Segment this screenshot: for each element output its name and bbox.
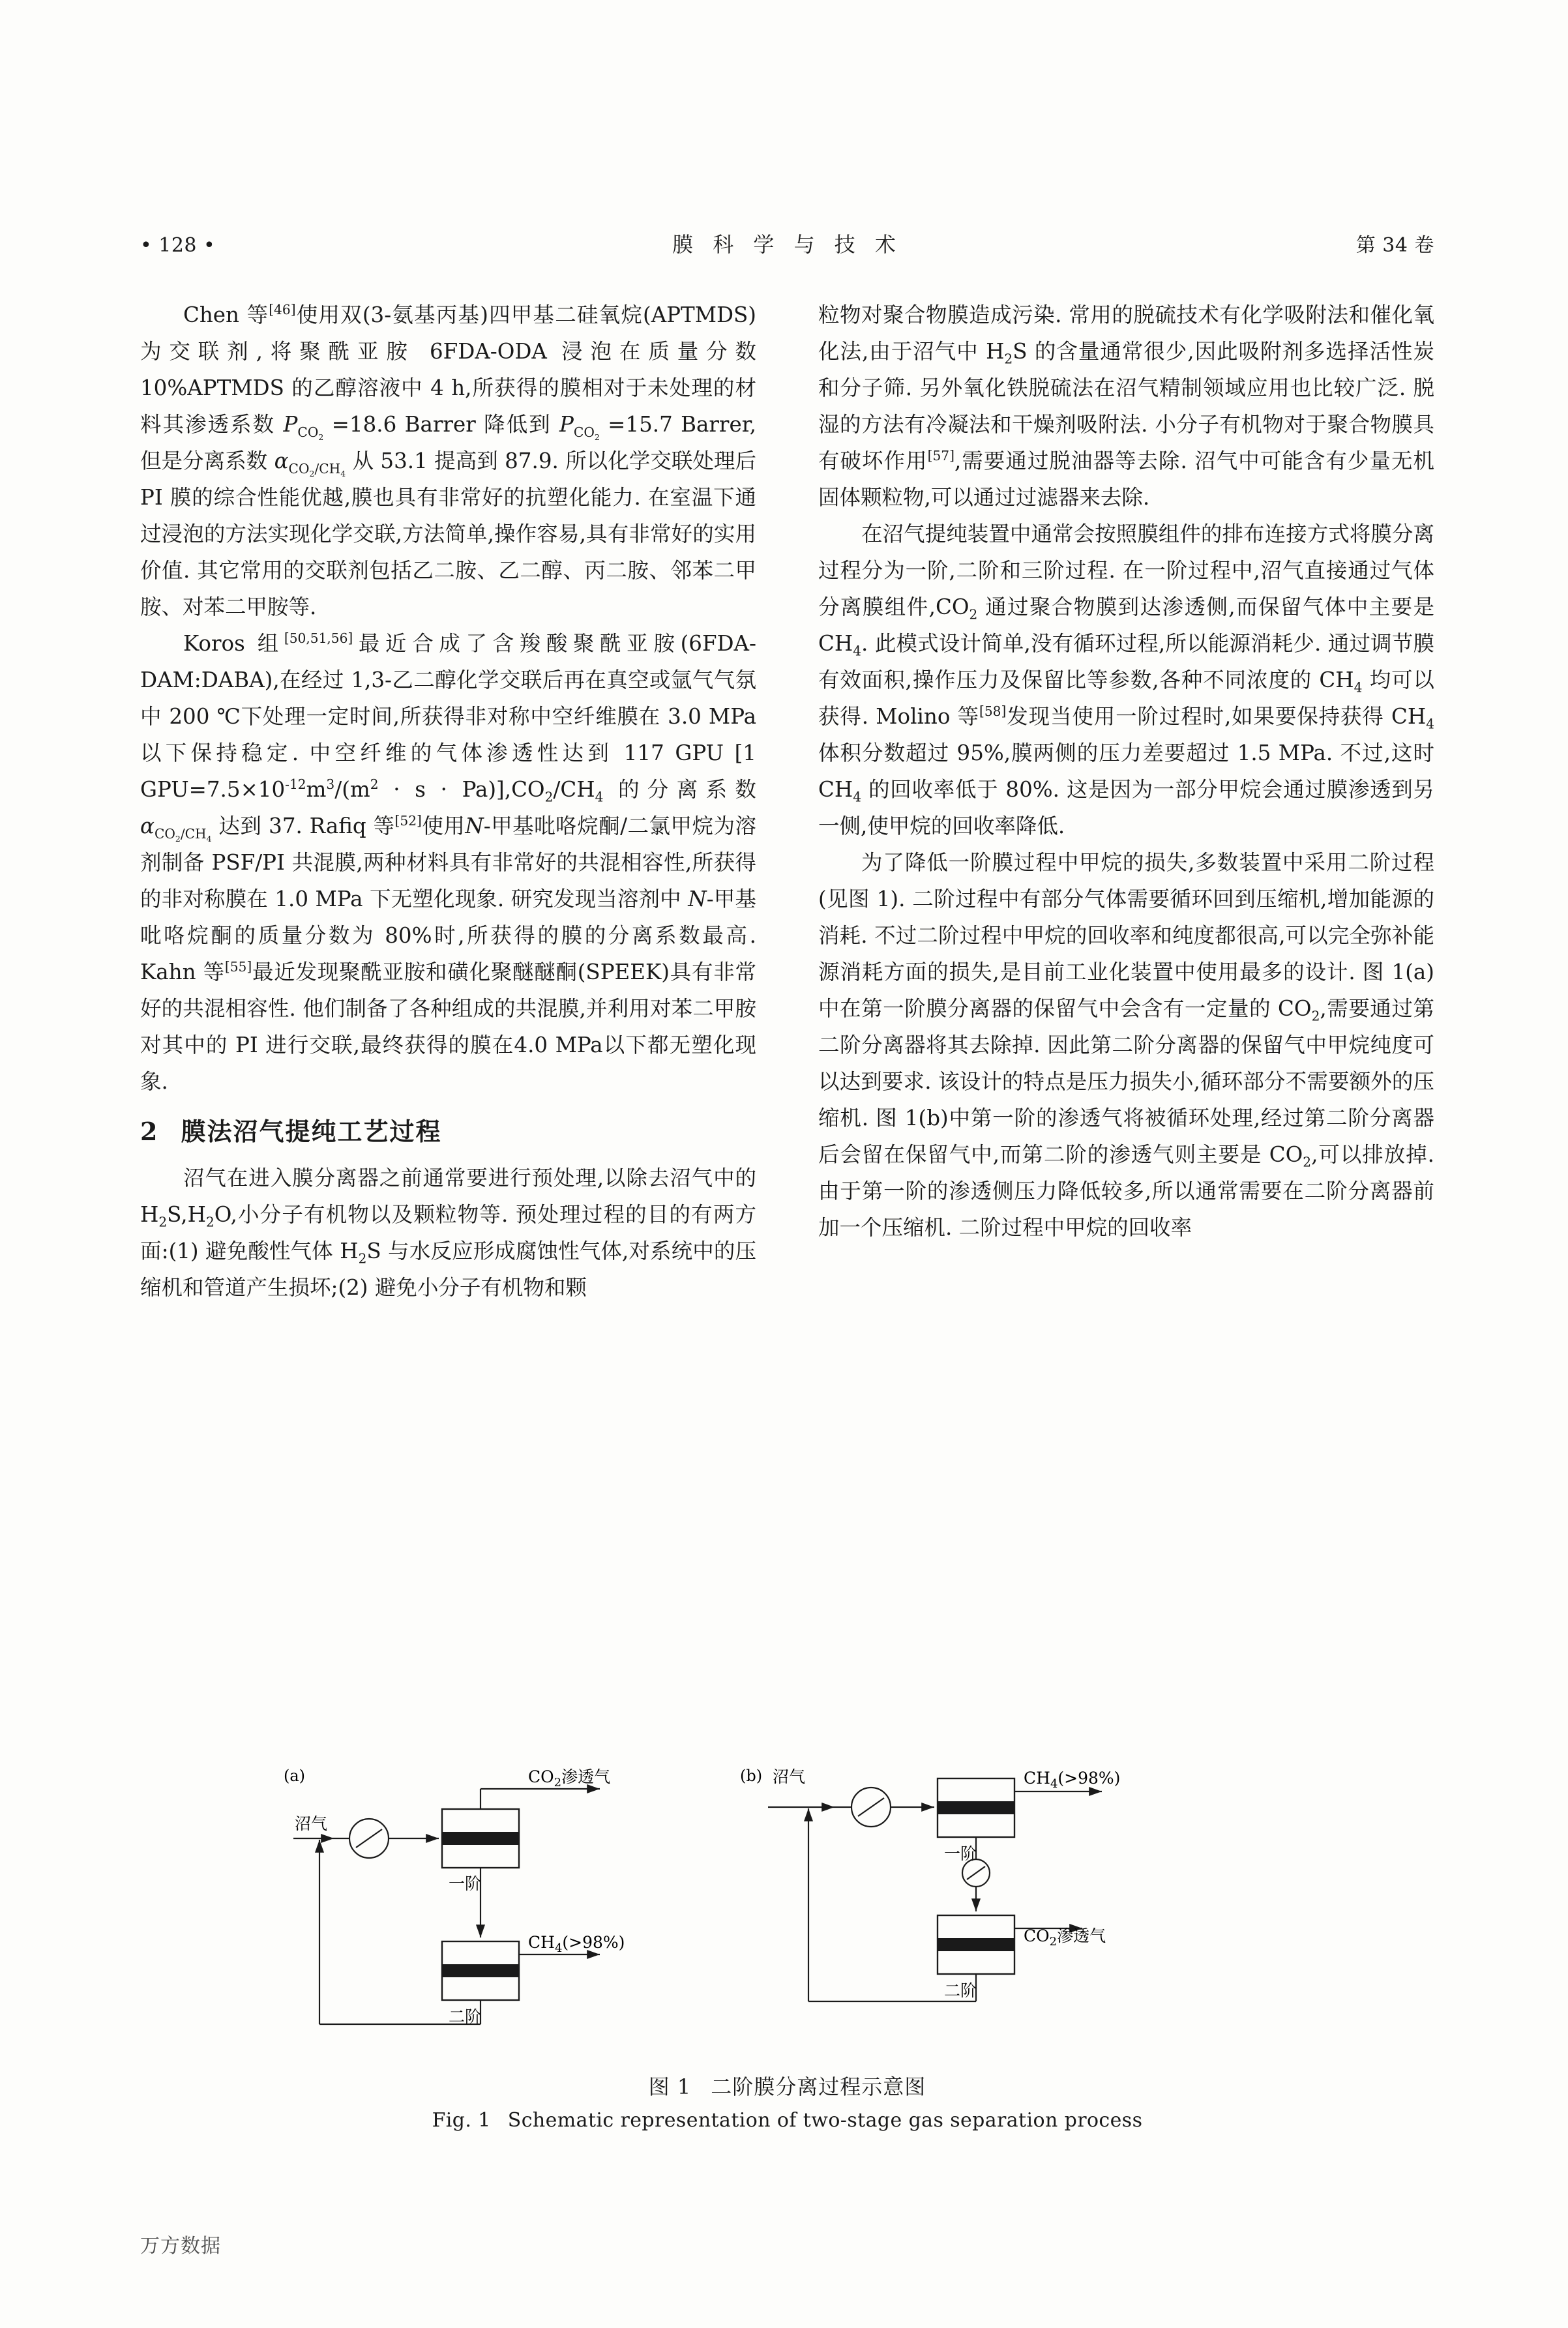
figure-caption-en (140, 2104, 1434, 2138)
panel-b-stage1-label: 一阶 (944, 1844, 977, 1863)
running-head (140, 228, 1434, 258)
journal-title: 膜 科 学 与 技 术 (672, 232, 902, 257)
panel-b-stage2-label: 二阶 (944, 1981, 977, 2000)
paragraph-chen: Chen 等[46]使用双(3-氨基丙基)四甲基二硅氧烷(APTMDS)为交联剂,将聚酰亚胺 6FDA-ODA 浸泡在质量分数 10%APTMDS 的乙醇溶液中 4 h,所获得的膜相对于未处理的材料其渗透系数 $P_{CO_2} =18.6$ Barrer 降低到 $P_{CO_2} =15.7$ Barrer,但是分离系数 $\alpha_{CO_2/CH_4}$ 从 53.1 提高到 87.9. 所以化学交联处理后 PI 膜的综合性能优越,膜也具有非常好的抗塑化能力. 在室温下通过浸泡的方法实现化学交联,方法简单,操作容易,具有非常好的实用价值. 其它常用的交联剂包括乙二胺、乙二醇、丙二胺、邻苯二甲胺、对苯二甲胺等. (140, 302, 756, 619)
paragraph-two-stage: 为了降低一阶膜过程中甲烷的损失,多数装置中采用二阶过程(见图 1). 二阶过程中有部分气体需要循环回到压缩机,增加能源的消耗. 不过二阶过程中甲烷的回收率和纯度都很高,可以完全弥补能源消耗方面的损失,是目前工业化装置中使用最多的设计. 图 1(a)中在第一阶膜分离器的保留气中会含有一定量的 $CO_2$,需要通过第二阶分离器将其去除掉. 因此第二阶分离器的保留气中甲烷纯度可以达到要求. 该设计的特点是压力损失小,循环部分不需要额外的压缩机. 图 1(b)中第一阶的渗透气将被循环处理,经过第二阶分离器后会留在保留气中,而第二阶的渗透气则主要是 $CO_2$,可以排放掉. 由于第一阶的渗透侧压力降低较多,所以通常需要在二阶分离器前加一个压缩机. 二阶过程中甲烷的回收率 (818, 850, 1434, 1240)
panel-a-compressor-slash (356, 1829, 382, 1848)
figure-1 (280, 1767, 1324, 2047)
paragraph-single-stage: 在沼气提纯装置中通常会按照膜组件的排布连接方式将膜分离过程分为一阶,二阶和三阶过程. 在一阶过程中,沼气直接通过气体分离膜组件$,CO_2$ 通过聚合物膜到达渗透侧,而保留气体中主要是 $CH_4$. 此模式设计简单,没有循环过程,所以能源消耗少. 通过调节膜有效面积,操作压力及保留比等参数,各种不同浓度的 $CH_4$ 均可以获得. Molino 等[58]发现当使用一阶过程时,如果要保持获得 $CH_4$ 体积分数超过 95%,膜两侧的压力差要超过 1.5 MPa. 不过,这时 $CH_4$ 的回收率低于 80%. 这是因为一部分甲烷会通过膜渗透到另一侧,使甲烷的回收率降低. (818, 522, 1435, 838)
panel-a-label: (a) (284, 1767, 306, 1785)
figure-panel-b (740, 1767, 1120, 2001)
volume-label: 第 34 卷 (1355, 234, 1434, 257)
panel-a-permeate-label: $CO_2$渗透气 (528, 1767, 611, 1790)
panel-b-stage2-membrane (938, 1938, 1014, 1951)
panel-a-stage2-label: 二阶 (449, 2007, 482, 2026)
panel-b-stage1-membrane (938, 1801, 1014, 1814)
figure-caption (140, 2070, 1434, 2138)
left-column (140, 297, 756, 1306)
page-number: • 128 • (140, 234, 216, 257)
right-column (818, 297, 1434, 1306)
panel-b-permeate-label: $CO_2$渗透气 (1024, 1926, 1106, 1949)
paragraph-pretreatment: 沼气在进入膜分离器之前通常要进行预处理,以除去沼气中的 $H_2S,H_2O$,小分子有机物以及颗粒物等. 预处理过程的目的有两方面:(1) 避免酸性气体 $H_2S$ 与水反应形成腐蚀性气体,对系统中的压缩机和管道产生损坏;(2) 避免小分子有机物和颗 (140, 1166, 756, 1300)
paragraph-desulfurization: 粒物对聚合物膜造成污染. 常用的脱硫技术有化学吸附法和催化氧化法,由于沼气中 $H_2S$ 的含量通常很少,因此吸附剂多选择活性炭和分子筛. 另外氧化铁脱硫法在沼气精制领域应用也比较广泛. 脱湿的方法有冷凝法和干燥剂吸附法. 小分子有机物对于聚合物膜具有破坏作用[57],需要通过脱油器等去除. 沼气中可能含有少量无机固体颗粒物,可以通过过滤器来去除. (818, 302, 1434, 510)
panel-a-product-label: $CH_4(>98\%)$ (528, 1933, 625, 1955)
panel-b-product-label: $CH_4(>98\%)$ (1024, 1769, 1121, 1791)
panel-b-compressor-slash (858, 1798, 884, 1816)
paragraph-koros: Koros 组[50,51,56]最近合成了含羧酸聚酰亚胺(6FDA-DAM:DABA),在经过 1,3-乙二醇化学交联后再在真空或氩气气氛中 200 ℃下处理一定时间,所获得非对称中空纤维膜在 3.0 MPa 以下保持稳定. 中空纤维的气体渗透性达到 117 GPU [1 $GPU=7.5\times 10^{-12}m^3/(m^2 \cdot s \cdot Pa)],CO_2/CH_4$ 的分离系数 $\alpha_{CO_2/CH_4}$ 达到 37. Rafiq 等[52]使用N-甲基吡咯烷酮/二氯甲烷为溶剂制备 PSF/PI 共混膜,两种材料具有非常好的共混相容性,所获得的非对称膜在 1.0 MPa 下无塑化现象. 研究发现当溶剂中 N-甲基吡咯烷酮的质量分数为 80%时,所获得的膜的分离系数最高. Kahn 等[55]最近发现聚酰亚胺和磺化聚醚醚酮(SPEEK)具有非常好的共混相容性. 他们制备了各种组成的共混膜,并利用对苯二甲胺对其中的 PI 进行交联,最终获得的膜在4.0 MPa以下都无塑化现象. (140, 630, 757, 1094)
section-heading (140, 1109, 756, 1155)
figure-caption-en-label: Fig. 1 (432, 2109, 491, 2132)
panel-a-feed-label: 沼气 (295, 1814, 328, 1833)
figure-caption-cn-text: 二阶膜分离过程示意图 (711, 2074, 926, 2099)
section-number: 2 (140, 1117, 159, 1146)
section-title: 膜法沼气提纯工艺过程 (181, 1117, 442, 1146)
watermark: 万方数据 (140, 2235, 221, 2258)
panel-b-label: (b) (740, 1767, 763, 1785)
figure-caption-cn-label: 图 1 (648, 2074, 692, 2099)
panel-a-stage1-label: 一阶 (449, 1874, 482, 1893)
panel-b-compressor2-slash (967, 1866, 985, 1879)
body-columns (140, 297, 1434, 1306)
figure-caption-cn (140, 2070, 1434, 2104)
figure-panel-a (284, 1767, 625, 2026)
panel-a-stage2-membrane (442, 1964, 519, 1977)
panel-a-stage1-membrane (442, 1832, 519, 1845)
figure-caption-en-text: Schematic representation of two-stage gas separation process (507, 2109, 1143, 2132)
panel-b-feed-label: 沼气 (773, 1767, 806, 1786)
figure-1-svg (280, 1767, 1324, 2047)
